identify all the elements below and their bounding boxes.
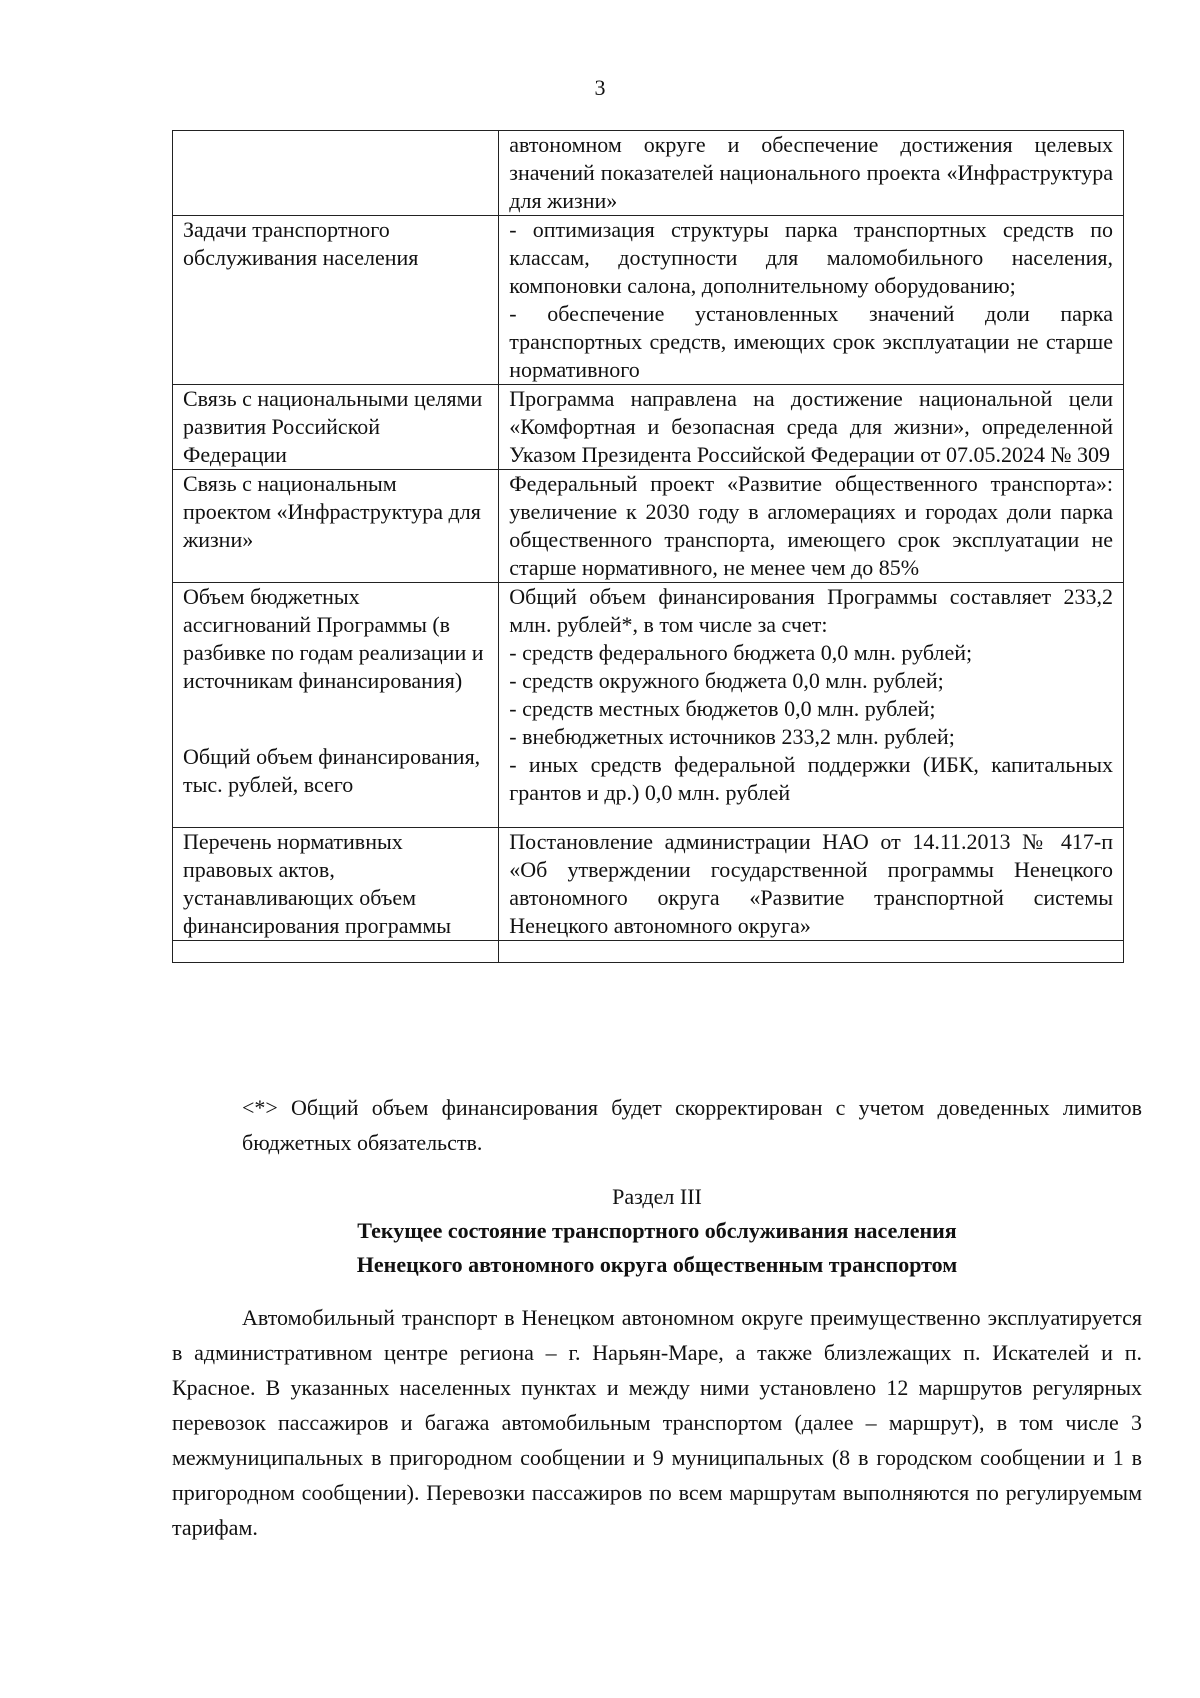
row-label	[173, 583, 499, 828]
row-value: Программа направлена на достижение национальной цели «Комфортная и безопасная среда для жизни», определенной Указом Президента Российской Федерации от 07.05.2024 № 309	[499, 385, 1124, 470]
task-item: - обеспечение установленных значений доли парка транспортных средств, имеющих срок эксплуатации не старше нормативного	[509, 301, 1113, 382]
table-row	[173, 583, 1124, 828]
table-row	[173, 385, 1124, 470]
row-label: Перечень нормативных правовых актов, устанавливающих объем финансирования программы	[173, 828, 499, 941]
program-passport-table	[172, 130, 1124, 963]
row-label: Связь с национальным проектом «Инфраструктура для жизни»	[173, 470, 499, 583]
table-row	[173, 216, 1124, 385]
financing-item: - средств окружного бюджета 0,0 млн. рублей;	[509, 668, 944, 693]
table-row	[173, 470, 1124, 583]
table-row	[173, 131, 1124, 216]
section-title-line2: Ненецкого автономного округа общественным транспортом	[356, 1252, 958, 1277]
row-label: Задачи транспортного обслуживания населения	[173, 216, 499, 385]
footnote	[172, 1090, 1142, 1160]
row-label: Связь с национальными целями развития Российской Федерации	[173, 385, 499, 470]
row-value	[499, 583, 1124, 828]
financing-item: - внебюджетных источников 233,2 млн. рублей;	[509, 724, 955, 749]
row-value: Постановление администрации НАО от 14.11.2013 № 417-п «Об утверждении государственной программы Ненецкого автономного округа «Развитие транспортной системы Ненецкого автономного округа»	[499, 828, 1124, 941]
page-number: 3	[594, 75, 606, 100]
financing-item: - иных средств федеральной поддержки (ИБК, капитальных грантов и др.) 0,0 млн. рублей	[509, 752, 1113, 805]
row-value	[499, 216, 1124, 385]
empty-cell	[173, 941, 499, 963]
row-label	[173, 131, 499, 216]
footnote-text: <*> Общий объем финансирования будет скорректирован с учетом доведенных лимитов бюджетных обязательств.	[242, 1095, 1142, 1155]
row-value: автономном округе и обеспечение достижения целевых значений показателей национального проекта «Инфраструктура для жизни»	[499, 131, 1124, 216]
row-value: Федеральный проект «Развитие общественного транспорта»: увеличение к 2030 году в агломерациях и городах доли парка общественного транспорта, имеющего срок эксплуатации не старше нормативного, не менее чем до 85%	[499, 470, 1124, 583]
financing-intro: Общий объем финансирования Программы составляет 233,2 млн. рублей*, в том числе за счет:	[509, 584, 1113, 637]
table-row	[173, 941, 1124, 963]
section-title-line1: Текущее состояние транспортного обслуживания населения	[357, 1218, 957, 1243]
total-financing-label: Общий объем финансирования, тыс. рублей, всего	[183, 744, 481, 797]
section-number: Раздел III	[612, 1184, 702, 1209]
financing-item: - средств федерального бюджета 0,0 млн. рублей;	[509, 640, 973, 665]
table-row	[173, 828, 1124, 941]
section-heading	[172, 1180, 1142, 1282]
task-item: - оптимизация структуры парка транспортных средств по классам, доступности для маломобильного населения, компоновки салона, дополнительному оборудованию;	[509, 217, 1113, 298]
budget-label: Объем бюджетных ассигнований Программы (в разбивке по годам реализации и источникам финансирования)	[183, 584, 484, 693]
body-paragraph: Автомобильный транспорт в Ненецком автономном округе преимущественно эксплуатируется в административном центре региона – г. Нарьян-Маре, а также близлежащих п. Искателей и п. Красное. В указанных населенных пунктах и между ними установлено 12 маршрутов регулярных перевозок пассажиров и багажа автомобильным транспортом (далее – маршрут), в том числе 3 межмуниципальных в пригородном сообщении и 9 муниципальных (8 в городском сообщении и 1 в пригородном сообщении). Перевозки пассажиров по всем маршрутам выполняются по регулируемым тарифам.	[172, 1305, 1142, 1540]
financing-item: - средств местных бюджетов 0,0 млн. рублей;	[509, 696, 936, 721]
empty-cell	[499, 941, 1124, 963]
